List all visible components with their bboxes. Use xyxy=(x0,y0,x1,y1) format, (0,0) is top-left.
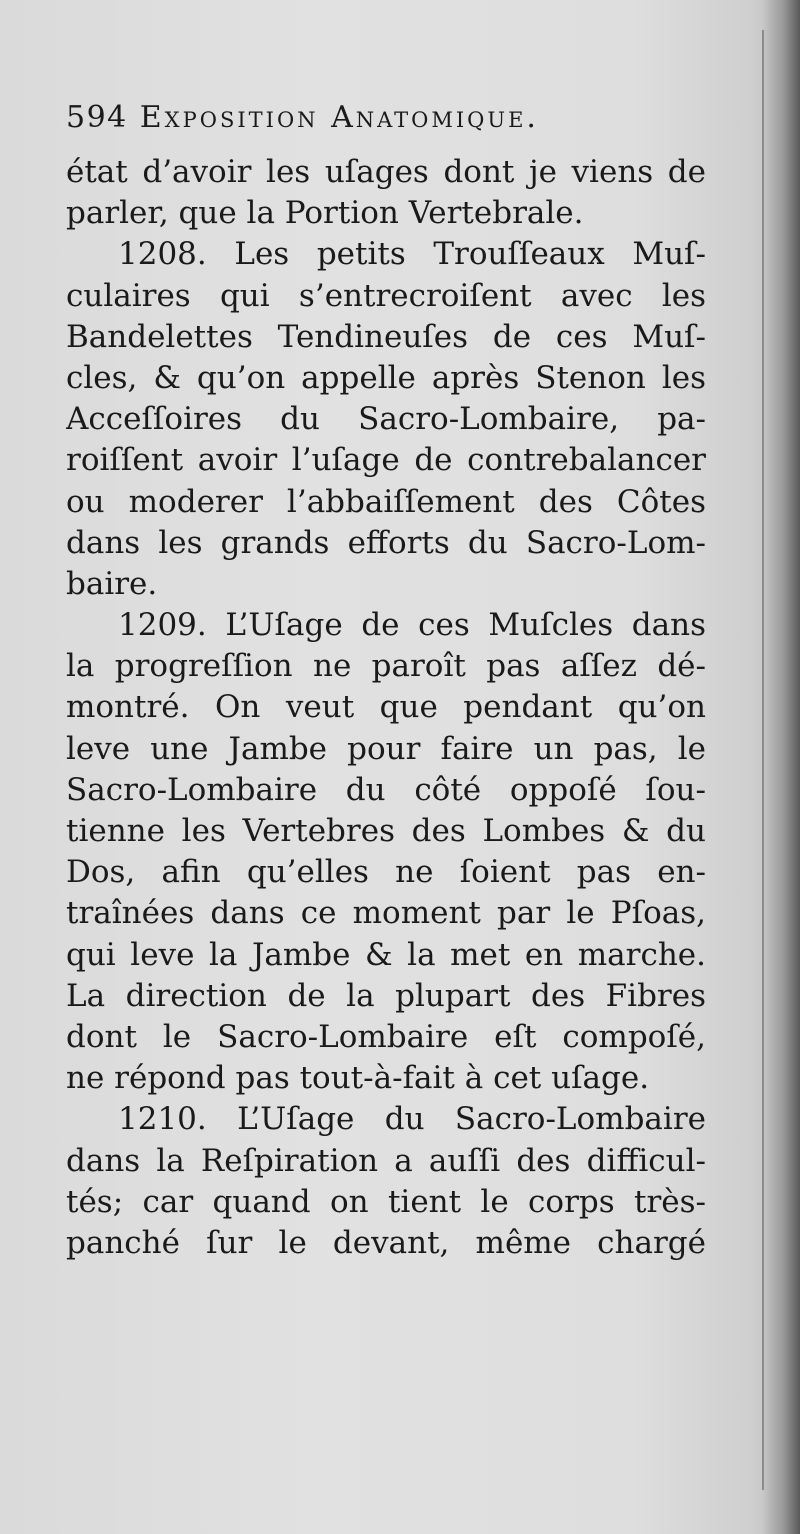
text-line: état d’avoir les uſages dont je viens de xyxy=(66,154,706,190)
text-line: la progreſſion ne paroît pas aſſez dé- xyxy=(66,648,706,685)
text-line: baire. xyxy=(66,565,158,602)
text-line: leve une Jambe pour faire un pas, le xyxy=(66,730,706,767)
text-line: qui leve la Jambe & la met en marche. xyxy=(66,936,706,973)
text-line: parler, que la Portion Vertebrale. xyxy=(66,195,584,232)
text-line: culaires qui s’entrecroiſent avec les xyxy=(66,277,706,314)
text-line: ne répond pas tout-à-fait à cet uſage. xyxy=(66,1060,650,1097)
book-gutter-edge xyxy=(762,0,800,1534)
text-line: dont le Sacro-Lombaire eſt compoſé, xyxy=(66,1018,706,1055)
page-text xyxy=(66,100,706,1264)
text-line: Acceſſoires du Sacro-Lombaire, pa- xyxy=(66,401,706,438)
text-line: roiſſent avoir l’uſage de contrebalancer xyxy=(66,442,706,479)
text-line: traînées dans ce moment par le Pſoas, xyxy=(66,895,706,932)
text-line: montré. On veut que pendant qu’on xyxy=(66,689,706,726)
text-line: Bandelettes Tendineuſes de ces Muſ- xyxy=(66,318,706,355)
running-head xyxy=(66,100,706,152)
text-line: dans la Reſpiration a auſſi des difficul- xyxy=(66,1142,706,1179)
text-line: panché ſur le devant, même chargé xyxy=(66,1224,706,1261)
text-line: ou moderer l’abbaiſſement des Côtes xyxy=(66,483,706,520)
body-text xyxy=(66,152,706,1264)
text-line: cles, & qu’on appelle après Stenon les xyxy=(66,359,706,396)
text-line: dans les grands efforts du Sacro-Lom- xyxy=(66,524,706,561)
text-line: Sacro-Lombaire du côté oppoſé ſou- xyxy=(66,771,706,808)
running-title: Exposition Anatomique. xyxy=(139,100,539,135)
paragraph-first-line: 1210. L’Uſage du Sacro-Lombaire xyxy=(118,1101,706,1138)
text-line: tienne les Vertebres des Lombes & du xyxy=(66,813,706,849)
page-number: 594 xyxy=(66,100,128,135)
text-line: Dos, afin qu’elles ne ſoient pas en- xyxy=(66,854,706,891)
paragraph-first-line: 1209. L’Uſage de ces Muſcles dans xyxy=(118,607,706,644)
page-edge-shadow xyxy=(762,30,764,1490)
paragraph-first-line: 1208. Les petits Trouſſeaux Muſ- xyxy=(118,236,706,273)
text-line: tés; car quand on tient le corps très- xyxy=(66,1183,706,1220)
text-line: La direction de la plupart des Fibres xyxy=(66,977,706,1014)
